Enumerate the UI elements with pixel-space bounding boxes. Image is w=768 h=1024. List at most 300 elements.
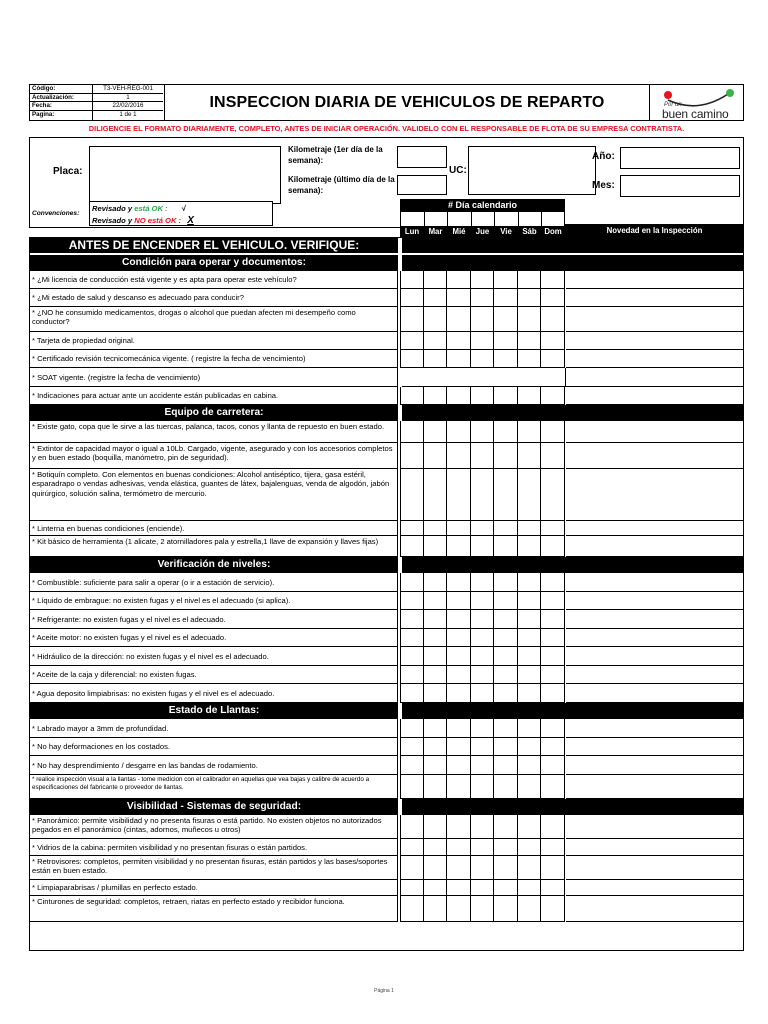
check-cell-Vie[interactable]: [494, 307, 518, 332]
check-cell-Mié[interactable]: [447, 815, 471, 839]
check-cell-Mar[interactable]: [424, 719, 447, 738]
check-cell-Jue[interactable]: [471, 756, 494, 775]
checklist-item-text: * Agua deposito limpiabrisas: no existen fugas y el nivel es el adecuado.: [30, 684, 398, 703]
check-cell-Sáb[interactable]: [518, 469, 541, 521]
novedad-cell[interactable]: [566, 647, 743, 666]
section-bar: [402, 799, 743, 815]
check-cell-Lun[interactable]: [400, 647, 424, 666]
convention-nok-prefix: Revisado y: [92, 216, 133, 225]
check-cell-Vie[interactable]: [494, 536, 518, 557]
check-cell-Vie[interactable]: [494, 629, 518, 647]
anio-field[interactable]: [620, 147, 740, 169]
check-cell-Mié[interactable]: [447, 271, 471, 289]
check-cell-Sáb[interactable]: [518, 666, 541, 684]
checklist-row: [30, 469, 743, 521]
check-cell-Mar[interactable]: [424, 610, 447, 629]
check-cell-Dom[interactable]: [541, 592, 565, 610]
check-cell-Vie[interactable]: [494, 271, 518, 289]
check-cell-Mar[interactable]: [424, 647, 447, 666]
section-bar: [402, 557, 743, 573]
check-cell-Sáb[interactable]: [518, 815, 541, 839]
checklist-row: [30, 350, 743, 368]
check-cell-Mié[interactable]: [447, 307, 471, 332]
checklist-merged-cell[interactable]: [402, 368, 566, 387]
section-title: Equipo de carretera:: [30, 405, 398, 421]
mes-field[interactable]: [620, 175, 740, 197]
check-cell-Mié[interactable]: [447, 469, 471, 521]
check-cell-Sáb[interactable]: [518, 536, 541, 557]
check-cell-Sáb[interactable]: [518, 896, 541, 922]
checklist-row: [30, 684, 743, 703]
day-header-3: Jue: [471, 226, 494, 237]
checklist-item-text: * Combustible: suficiente para salir a operar (o ir a estación de servicio).: [30, 573, 398, 592]
check-cell-Lun[interactable]: [400, 629, 424, 647]
check-cell-Vie[interactable]: [494, 896, 518, 922]
check-cell-Sáb[interactable]: [518, 880, 541, 896]
check-cell-Sáb[interactable]: [518, 573, 541, 592]
check-cell-Lun[interactable]: [400, 815, 424, 839]
check-cell-Lun[interactable]: [400, 719, 424, 738]
novedad-cell[interactable]: [566, 307, 743, 332]
anio-label: Año:: [592, 151, 615, 162]
checklist-item-text: * Existe gato, copa que le sirve a las tuercas, palanca, tacos, conos y llanta de repuesto en buen estado.: [30, 421, 398, 443]
check-cell-Mié[interactable]: [447, 521, 471, 536]
check-cell-Jue[interactable]: [471, 839, 494, 856]
check-cell-Mar[interactable]: [424, 684, 447, 703]
logo-small-text: Por un: [664, 102, 682, 108]
check-cell-Mié[interactable]: [447, 756, 471, 775]
section-bar: [402, 703, 743, 719]
check-cell-Mié[interactable]: [447, 592, 471, 610]
novedad-cell[interactable]: [566, 756, 743, 775]
novedad-cell[interactable]: [566, 271, 743, 289]
novedad-cell[interactable]: [566, 421, 743, 443]
novedad-cell[interactable]: [566, 775, 743, 799]
check-cell-Mar[interactable]: [424, 350, 447, 368]
check-cell-Lun[interactable]: [400, 684, 424, 703]
checklist-item-text: * Labrado mayor a 3mm de profundidad.: [30, 719, 398, 738]
check-cell-Dom[interactable]: [541, 880, 565, 896]
novedad-cell[interactable]: [566, 443, 743, 469]
check-cell-Sáb[interactable]: [518, 332, 541, 350]
check-cell-Jue[interactable]: [471, 271, 494, 289]
novedad-cell[interactable]: [566, 350, 743, 368]
check-cell-Lun[interactable]: [400, 271, 424, 289]
check-cell-Jue[interactable]: [471, 307, 494, 332]
check-cell-Dom[interactable]: [541, 856, 565, 880]
check-cell-Mié[interactable]: [447, 775, 471, 799]
check-cell-Sáb[interactable]: [518, 387, 541, 405]
uc-field[interactable]: [468, 146, 596, 195]
meta-value: 1: [92, 94, 163, 103]
check-cell-Sáb[interactable]: [518, 629, 541, 647]
novedad-cell[interactable]: [566, 684, 743, 703]
km-end-field[interactable]: [397, 175, 447, 195]
novedad-cell[interactable]: [566, 815, 743, 839]
check-cell-Vie[interactable]: [494, 775, 518, 799]
meta-key: Actualización:: [32, 93, 74, 101]
check-cell-Jue[interactable]: [471, 815, 494, 839]
check-cell-Vie[interactable]: [494, 856, 518, 880]
check-cell-Jue[interactable]: [471, 443, 494, 469]
checklist-row: [30, 573, 743, 592]
check-cell-Vie[interactable]: [494, 573, 518, 592]
check-cell-Mié[interactable]: [447, 573, 471, 592]
checklist-item-text: * SOAT vigente. (registre la fecha de vencimiento): [30, 368, 398, 387]
novedad-cell[interactable]: [566, 573, 743, 592]
novedad-cell[interactable]: [566, 592, 743, 610]
check-cell-Jue[interactable]: [471, 896, 494, 922]
checklist-item-text: * Certificado revisión tecnicomecánica vigente. ( registre la fecha de vencimiento): [30, 350, 398, 368]
check-cell-Mar[interactable]: [424, 896, 447, 922]
checklist-item-text: * No hay desprendimiento / desgarre en las bandas de rodamiento.: [30, 756, 398, 775]
check-cell-Mar[interactable]: [424, 592, 447, 610]
checklist-item-text: * Vidrios de la cabina: permiten visibilidad y no presentan fisuras o están partidos.: [30, 839, 398, 856]
day-header-2: Mié: [447, 226, 471, 237]
checklist-item-text: * realice inspección visual a la llantas - tome medicion con el calibrador en aquellas que vea bajas y calibre de acuerdo a especificaciones del fabricante o proveedor de llantas.: [30, 775, 398, 799]
check-cell-Jue[interactable]: [471, 666, 494, 684]
checklist-item-text: * Tarjeta de propiedad original.: [30, 332, 398, 350]
novedad-cell[interactable]: [566, 896, 743, 922]
check-cell-Sáb[interactable]: [518, 610, 541, 629]
section-title: Visibilidad - Sistemas de seguridad:: [30, 799, 398, 815]
check-cell-Lun[interactable]: [400, 289, 424, 307]
check-cell-Jue[interactable]: [471, 469, 494, 521]
check-cell-Mar[interactable]: [424, 839, 447, 856]
check-cell-Mar[interactable]: [424, 666, 447, 684]
check-mark-icon: √: [181, 204, 186, 213]
check-cell-Mié[interactable]: [447, 719, 471, 738]
check-cell-Lun[interactable]: [400, 536, 424, 557]
check-cell-Sáb[interactable]: [518, 756, 541, 775]
check-cell-Dom[interactable]: [541, 469, 565, 521]
check-cell-Jue[interactable]: [471, 387, 494, 405]
instruction-text: DILIGENCIE EL FORMATO DIARIAMENTE, COMPLETO, ANTES DE INICIAR OPERACIÓN. VALIDELO CON EL RESPONSABLE DE FLOTA DE SU EMPRESA CONTRATISTA.: [88, 124, 685, 133]
check-cell-Jue[interactable]: [471, 738, 494, 756]
checklist-row: [30, 856, 743, 880]
check-cell-Dom[interactable]: [541, 666, 565, 684]
check-cell-Jue[interactable]: [471, 719, 494, 738]
check-cell-Jue[interactable]: [471, 573, 494, 592]
check-cell-Mié[interactable]: [447, 610, 471, 629]
check-cell-Dom[interactable]: [541, 521, 565, 536]
check-cell-Vie[interactable]: [494, 666, 518, 684]
mes-label: Mes:: [592, 180, 615, 191]
checklist-table: [29, 237, 744, 951]
checklist-item-text: * ¿Mi estado de salud y descanso es adecuado para conducir?: [30, 289, 398, 307]
check-cell-Vie[interactable]: [494, 592, 518, 610]
check-cell-Jue[interactable]: [471, 629, 494, 647]
check-cell-Dom[interactable]: [541, 443, 565, 469]
check-cell-Mar[interactable]: [424, 271, 447, 289]
novedad-cell[interactable]: [566, 839, 743, 856]
check-cell-Vie[interactable]: [494, 815, 518, 839]
checklist-item-text: * Limpiaparabrisas / plumillas en perfecto estado.: [30, 880, 398, 896]
meta-key: Código:: [32, 85, 56, 92]
novedad-cell[interactable]: [566, 469, 743, 521]
check-cell-Mié[interactable]: [447, 387, 471, 405]
check-cell-Lun[interactable]: [400, 738, 424, 756]
check-cell-Mar[interactable]: [424, 469, 447, 521]
check-cell-Jue[interactable]: [471, 856, 494, 880]
check-cell-Mié[interactable]: [447, 421, 471, 443]
check-cell-Lun[interactable]: [400, 332, 424, 350]
check-cell-Sáb[interactable]: [518, 592, 541, 610]
checklist-item-text: * Aceite de la caja y diferencial: no existen fugas.: [30, 666, 398, 684]
check-cell-Jue[interactable]: [471, 647, 494, 666]
check-cell-Lun[interactable]: [400, 592, 424, 610]
check-cell-Mié[interactable]: [447, 839, 471, 856]
check-cell-Sáb[interactable]: [518, 719, 541, 738]
date-entry-cell[interactable]: [471, 212, 494, 226]
check-cell-Sáb[interactable]: [518, 443, 541, 469]
check-cell-Lun[interactable]: [400, 880, 424, 896]
meta-value: T3-VEH-REG-001: [92, 85, 163, 94]
convention-nok-word: NO está OK :: [134, 216, 182, 225]
check-cell-Mié[interactable]: [447, 629, 471, 647]
novedad-cell[interactable]: [566, 738, 743, 756]
check-cell-Sáb[interactable]: [518, 775, 541, 799]
check-cell-Vie[interactable]: [494, 521, 518, 536]
check-cell-Mar[interactable]: [424, 775, 447, 799]
meta-key: Pagina:: [32, 111, 55, 119]
check-cell-Vie[interactable]: [494, 421, 518, 443]
novedad-cell[interactable]: [566, 521, 743, 536]
checklist-row: [30, 629, 743, 647]
check-cell-Lun[interactable]: [400, 756, 424, 775]
check-cell-Dom[interactable]: [541, 350, 565, 368]
check-cell-Lun[interactable]: [400, 839, 424, 856]
check-cell-Mié[interactable]: [447, 443, 471, 469]
meta-value: 1 de 1: [92, 111, 163, 120]
section-title: Condición para operar y documentos:: [30, 255, 398, 271]
check-cell-Sáb[interactable]: [518, 839, 541, 856]
section-title: Estado de Llantas:: [30, 703, 398, 719]
check-cell-Mié[interactable]: [447, 350, 471, 368]
check-cell-Dom[interactable]: [541, 719, 565, 738]
check-cell-Sáb[interactable]: [518, 421, 541, 443]
check-cell-Lun[interactable]: [400, 443, 424, 469]
check-cell-Lun[interactable]: [400, 666, 424, 684]
check-cell-Jue[interactable]: [471, 610, 494, 629]
calendar-title: # Día calendario: [400, 199, 565, 212]
check-cell-Mar[interactable]: [424, 756, 447, 775]
checklist-row: [30, 896, 743, 922]
conventions-box: [89, 201, 273, 226]
check-cell-Dom[interactable]: [541, 332, 565, 350]
checklist-item-text: * Linterna en buenas condiciones (enciende).: [30, 521, 398, 536]
check-cell-Vie[interactable]: [494, 387, 518, 405]
check-cell-Sáb[interactable]: [518, 350, 541, 368]
placa-field[interactable]: [89, 146, 281, 204]
check-cell-Mié[interactable]: [447, 856, 471, 880]
check-cell-Jue[interactable]: [471, 350, 494, 368]
check-cell-Mar[interactable]: [424, 738, 447, 756]
check-cell-Jue[interactable]: [471, 332, 494, 350]
novedad-cell[interactable]: [566, 856, 743, 880]
check-cell-Jue[interactable]: [471, 592, 494, 610]
check-cell-Dom[interactable]: [541, 610, 565, 629]
checklist-item-text: * Cinturones de seguridad: completos, retraen, riatas en perfecto estado y recibidor funciona.: [30, 896, 398, 922]
checklist-item-text: * ¿NO he consumido medicamentos, drogas o alcohol que puedan afecten mi desempeño como conductor?: [30, 307, 398, 332]
checklist-row: [30, 521, 743, 536]
check-cell-Mar[interactable]: [424, 880, 447, 896]
check-cell-Lun[interactable]: [400, 775, 424, 799]
check-cell-Vie[interactable]: [494, 469, 518, 521]
date-entry-cell[interactable]: [494, 212, 518, 226]
check-cell-Sáb[interactable]: [518, 307, 541, 332]
document-header: [29, 84, 744, 121]
check-cell-Mar[interactable]: [424, 536, 447, 557]
check-cell-Sáb[interactable]: [518, 289, 541, 307]
novedad-cell[interactable]: [566, 289, 743, 307]
novedad-cell[interactable]: [566, 387, 743, 405]
check-cell-Vie[interactable]: [494, 756, 518, 775]
company-logo: [650, 85, 744, 120]
check-cell-Sáb[interactable]: [518, 271, 541, 289]
check-cell-Mié[interactable]: [447, 332, 471, 350]
check-cell-Vie[interactable]: [494, 443, 518, 469]
date-entry-cell[interactable]: [424, 212, 447, 226]
novedad-cell[interactable]: [566, 610, 743, 629]
checklist-row: [30, 332, 743, 350]
km-end-label: Kilometraje (último día de la semana):: [288, 175, 395, 195]
checklist-item-text: * Kit básico de herramienta (1 alicate, 2 atornilladores pala y estrella,1 llave de expansión y llaves fijas): [30, 536, 398, 557]
novedad-cell[interactable]: [566, 629, 743, 647]
check-cell-Mar[interactable]: [424, 289, 447, 307]
check-cell-Dom[interactable]: [541, 271, 565, 289]
check-cell-Dom[interactable]: [541, 738, 565, 756]
check-cell-Sáb[interactable]: [518, 684, 541, 703]
date-entry-cell[interactable]: [518, 212, 541, 226]
page-footer: Página 1: [374, 988, 394, 994]
novedad-cell[interactable]: [566, 368, 743, 387]
day-header-1: Mar: [424, 226, 447, 237]
check-cell-Vie[interactable]: [494, 350, 518, 368]
check-cell-Mié[interactable]: [447, 647, 471, 666]
checklist-row: [30, 839, 743, 856]
check-cell-Vie[interactable]: [494, 289, 518, 307]
novedad-cell[interactable]: [566, 719, 743, 738]
check-cell-Lun[interactable]: [400, 610, 424, 629]
novedad-cell[interactable]: [566, 880, 743, 896]
checklist-item-text: * Líquido de embrague: no existen fugas y el nivel es el adecuado (si aplica).: [30, 592, 398, 610]
check-cell-Mar[interactable]: [424, 521, 447, 536]
check-cell-Dom[interactable]: [541, 684, 565, 703]
check-cell-Lun[interactable]: [400, 307, 424, 332]
section-bar: [402, 255, 743, 271]
check-cell-Dom[interactable]: [541, 387, 565, 405]
check-cell-Jue[interactable]: [471, 421, 494, 443]
check-cell-Lun[interactable]: [400, 856, 424, 880]
check-cell-Jue[interactable]: [471, 536, 494, 557]
date-entry-cell[interactable]: [541, 212, 565, 226]
check-cell-Dom[interactable]: [541, 629, 565, 647]
check-cell-Mar[interactable]: [424, 443, 447, 469]
check-cell-Vie[interactable]: [494, 738, 518, 756]
check-cell-Lun[interactable]: [400, 896, 424, 922]
check-cell-Vie[interactable]: [494, 610, 518, 629]
check-cell-Jue[interactable]: [471, 684, 494, 703]
check-cell-Dom[interactable]: [541, 815, 565, 839]
check-cell-Vie[interactable]: [494, 880, 518, 896]
check-cell-Lun[interactable]: [400, 573, 424, 592]
check-cell-Vie[interactable]: [494, 332, 518, 350]
check-cell-Lun[interactable]: [400, 387, 424, 405]
check-cell-Dom[interactable]: [541, 839, 565, 856]
check-cell-Lun[interactable]: [400, 421, 424, 443]
check-cell-Dom[interactable]: [541, 896, 565, 922]
check-cell-Sáb[interactable]: [518, 647, 541, 666]
check-cell-Jue[interactable]: [471, 289, 494, 307]
check-cell-Mié[interactable]: [447, 536, 471, 557]
check-cell-Mar[interactable]: [424, 387, 447, 405]
novedad-cell[interactable]: [566, 332, 743, 350]
checklist-row: [30, 421, 743, 443]
uc-label: UC:: [449, 165, 467, 176]
novedad-cell[interactable]: [566, 536, 743, 557]
check-cell-Dom[interactable]: [541, 647, 565, 666]
check-cell-Mié[interactable]: [447, 666, 471, 684]
check-cell-Mar[interactable]: [424, 307, 447, 332]
check-cell-Mar[interactable]: [424, 629, 447, 647]
check-cell-Sáb[interactable]: [518, 856, 541, 880]
check-cell-Vie[interactable]: [494, 684, 518, 703]
check-cell-Dom[interactable]: [541, 756, 565, 775]
check-cell-Mié[interactable]: [447, 880, 471, 896]
meta-value: 22/02/2016: [92, 102, 163, 111]
check-cell-Vie[interactable]: [494, 719, 518, 738]
check-cell-Dom[interactable]: [541, 289, 565, 307]
check-cell-Jue[interactable]: [471, 775, 494, 799]
checklist-item-text: * Retrovisores: completos, permiten visibilidad y no presentan fisuras, están partidos y las bases/soportes están en buen estado.: [30, 856, 398, 880]
check-cell-Mar[interactable]: [424, 332, 447, 350]
checklist-row: [30, 775, 743, 799]
check-cell-Dom[interactable]: [541, 536, 565, 557]
document-metadata: [30, 85, 163, 120]
check-cell-Dom[interactable]: [541, 421, 565, 443]
novedad-cell[interactable]: [566, 666, 743, 684]
check-cell-Lun[interactable]: [400, 469, 424, 521]
check-cell-Jue[interactable]: [471, 521, 494, 536]
check-cell-Lun[interactable]: [400, 521, 424, 536]
check-cell-Mié[interactable]: [447, 289, 471, 307]
check-cell-Mar[interactable]: [424, 573, 447, 592]
checklist-item-text: * ¿Mi licencia de conducción está vigente y es apta para operar este vehículo?: [30, 271, 398, 289]
km-start-field[interactable]: [397, 146, 447, 168]
check-cell-Jue[interactable]: [471, 880, 494, 896]
check-cell-Vie[interactable]: [494, 839, 518, 856]
check-cell-Dom[interactable]: [541, 307, 565, 332]
check-cell-Mar[interactable]: [424, 815, 447, 839]
checklist-item-text: * Refrigerante: no existen fugas y el nivel es el adecuado.: [30, 610, 398, 629]
checklist-row: [30, 880, 743, 896]
check-cell-Lun[interactable]: [400, 350, 424, 368]
check-cell-Sáb[interactable]: [518, 738, 541, 756]
check-cell-Mié[interactable]: [447, 896, 471, 922]
check-cell-Mar[interactable]: [424, 421, 447, 443]
check-cell-Vie[interactable]: [494, 647, 518, 666]
date-entry-cell[interactable]: [400, 212, 424, 226]
check-cell-Mié[interactable]: [447, 738, 471, 756]
date-entry-cell[interactable]: [447, 212, 471, 226]
check-cell-Dom[interactable]: [541, 573, 565, 592]
check-cell-Mié[interactable]: [447, 684, 471, 703]
check-cell-Dom[interactable]: [541, 775, 565, 799]
check-cell-Mar[interactable]: [424, 856, 447, 880]
meta-row: [30, 94, 163, 103]
check-cell-Sáb[interactable]: [518, 521, 541, 536]
